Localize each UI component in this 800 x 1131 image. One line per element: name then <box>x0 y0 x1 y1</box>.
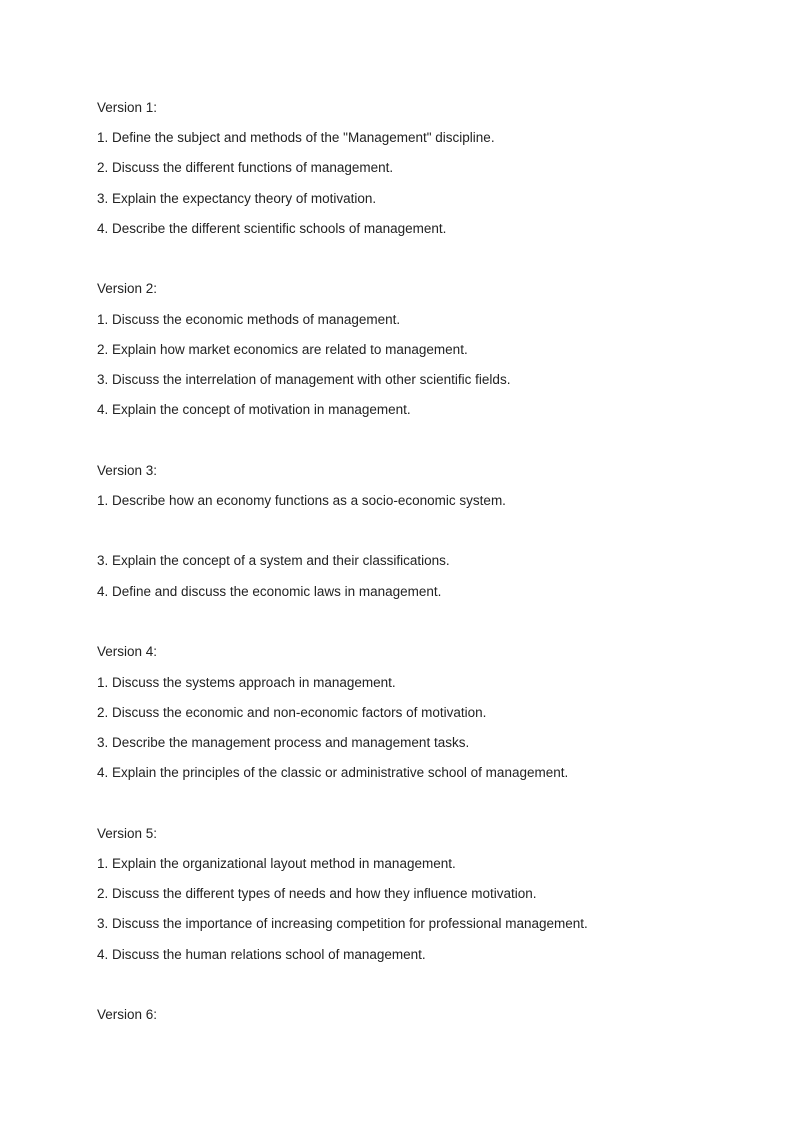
version-heading: Version 6: <box>97 1007 158 1023</box>
version-heading: Version 5: <box>97 825 158 841</box>
question-item: 4. Discuss the human relations school of management. <box>97 946 426 962</box>
question-item: 1. Define the subject and methods of the "Management" discipline. <box>97 130 495 146</box>
document-body <box>97 93 717 1061</box>
question-item: 4. Define and discuss the economic laws in management. <box>97 583 442 599</box>
question-item-empty <box>97 516 717 546</box>
question-item: 3. Discuss the importance of increasing competition for professional management. <box>97 916 588 932</box>
question-item: 4. Explain the principles of the classic or administrative school of management. <box>97 765 569 781</box>
question-item: 4. Describe the different scientific schools of management. <box>97 220 447 236</box>
question-item: 1. Describe how an economy functions as a socio-economic system. <box>97 493 506 509</box>
version-4-section <box>97 637 717 788</box>
question-item: 3. Describe the management process and management tasks. <box>97 734 470 750</box>
version-1-section <box>97 93 717 244</box>
question-item: 1. Explain the organizational layout method in management. <box>97 855 456 871</box>
question-item: 2. Discuss the different types of needs and how they influence motivation. <box>97 886 537 902</box>
version-2-section <box>97 274 717 425</box>
question-item: 1. Discuss the economic methods of management. <box>97 311 401 327</box>
version-heading: Version 1: <box>97 100 158 115</box>
version-heading: Version 2: <box>97 281 158 297</box>
version-3-section <box>97 456 717 607</box>
question-item: 4. Explain the concept of motivation in management. <box>97 402 411 418</box>
question-item: 1. Discuss the systems approach in management. <box>97 674 396 690</box>
question-item: 2. Discuss the different functions of management. <box>97 160 394 176</box>
question-item: 2. Discuss the economic and non-economic factors of motivation. <box>97 704 487 720</box>
question-item: 3. Explain the expectancy theory of motivation. <box>97 190 377 206</box>
question-item: 3. Discuss the interrelation of management with other scientific fields. <box>97 372 511 387</box>
version-5-section <box>97 819 717 970</box>
question-item: 2. Explain how market economics are related to management. <box>97 341 468 357</box>
question-item: 3. Explain the concept of a system and their classifications. <box>97 553 450 569</box>
version-6-section <box>97 1000 717 1030</box>
version-heading: Version 4: <box>97 644 158 660</box>
version-heading: Version 3: <box>97 462 158 478</box>
